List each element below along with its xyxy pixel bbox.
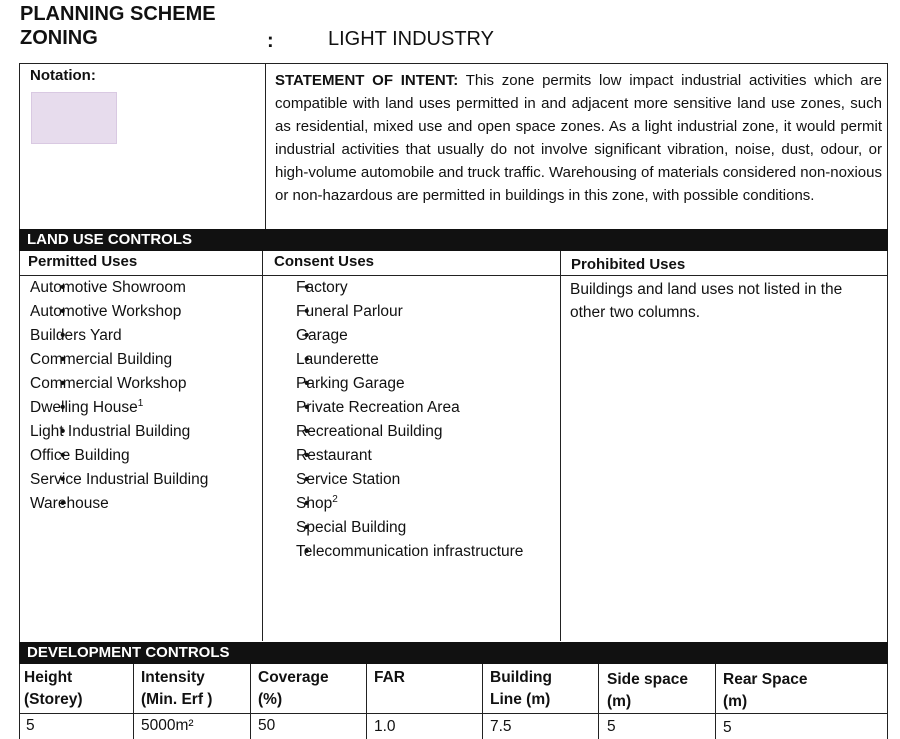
value-height: 5 xyxy=(26,717,35,734)
list-item: • Private Recreation Area xyxy=(296,396,556,420)
list-item: • Warehouse xyxy=(30,492,255,516)
value-coverage: 50 xyxy=(258,717,276,734)
statement-of-intent xyxy=(275,69,882,207)
list-item: • Shop$^2$ xyxy=(296,492,556,516)
list-item: • Service Station xyxy=(296,468,556,492)
permitted-uses-header: Permitted Uses xyxy=(28,253,138,270)
notation-label: Notation: xyxy=(30,67,96,84)
list-item: • Light Industrial Building xyxy=(30,420,255,444)
list-item: • Automotive Showroom xyxy=(30,276,255,300)
col-header-coverage: Coverage (%) xyxy=(258,669,329,708)
value-side-space: 5 xyxy=(607,718,616,735)
list-item: • Commercial Workshop xyxy=(30,372,255,396)
divider xyxy=(265,63,266,229)
list-item: • Office Building xyxy=(30,444,255,468)
list-item: • Recreational Building xyxy=(296,420,556,444)
col-header-rear-space: Rear Space (m) xyxy=(723,671,808,710)
col-header-building-line: Building Line (m) xyxy=(490,669,552,708)
list-item: • Factory xyxy=(296,276,556,300)
list-item: • Garage xyxy=(296,324,556,348)
list-item: • Telecommunication infrastructure xyxy=(296,540,556,564)
land-use-controls-bar: LAND USE CONTROLS xyxy=(19,229,888,251)
list-item: • Funeral Parlour xyxy=(296,300,556,324)
prohibited-uses-text: Buildings and land uses not listed in the other two columns. xyxy=(570,281,843,321)
list-item: • Special Building xyxy=(296,516,556,540)
list-item: • Service Industrial Building xyxy=(30,468,255,492)
divider xyxy=(262,251,263,641)
prohibited-uses-header: Prohibited Uses xyxy=(571,256,686,273)
divider xyxy=(482,664,483,739)
value-far: 1.0 xyxy=(374,718,396,735)
intent-text: This zone permits low impact industrial activities which are compatible with land uses permitted in and adjacent more sensitive land use zones, such as residential, mixed use and open space zones. As a light industrial zone, it would permit industrial activities that usually do not involve significant vibration, noise, dust, odour, or high-volume automobile and truck traffic. Warehousing of materials considered non-noxious or non-hazardous are permitted in buildings in this zone, with possible conditions. xyxy=(275,72,882,204)
col-header-height: Height (Storey) xyxy=(24,669,83,708)
permitted-uses-list xyxy=(30,276,255,516)
development-controls-bar: DEVELOPMENT CONTROLS xyxy=(19,642,888,664)
value-intensity: 5000m² xyxy=(141,717,194,734)
divider xyxy=(598,664,599,739)
col-header-far: FAR xyxy=(374,669,405,686)
notation-swatch xyxy=(31,92,117,144)
zone-name: LIGHT INDUSTRY xyxy=(328,28,494,50)
title-colon: : xyxy=(267,30,274,52)
divider xyxy=(715,664,716,739)
intent-label: STATEMENT OF INTENT: xyxy=(275,72,459,89)
list-item: • Restaurant xyxy=(296,444,556,468)
consent-uses-list xyxy=(296,276,556,564)
title-line-2: ZONING xyxy=(20,27,98,49)
divider xyxy=(250,664,251,739)
divider xyxy=(19,713,888,714)
list-item: • Launderette xyxy=(296,348,556,372)
title-line-1: PLANNING SCHEME xyxy=(20,3,216,25)
value-rear-space: 5 xyxy=(723,719,732,736)
list-item: • Builders Yard xyxy=(30,324,255,348)
document-title xyxy=(20,2,216,50)
value-building-line: 7.5 xyxy=(490,718,512,735)
list-item: • Commercial Building xyxy=(30,348,255,372)
col-header-side-space: Side space (m) xyxy=(607,671,688,710)
list-item: • Dwelling House$^1$ xyxy=(30,396,255,420)
divider xyxy=(560,251,561,641)
divider xyxy=(133,664,134,739)
divider xyxy=(366,664,367,739)
col-header-intensity: Intensity (Min. Erf ) xyxy=(141,669,213,708)
list-item: • Parking Garage xyxy=(296,372,556,396)
consent-uses-header: Consent Uses xyxy=(274,253,375,270)
list-item: • Automotive Workshop xyxy=(30,300,255,324)
